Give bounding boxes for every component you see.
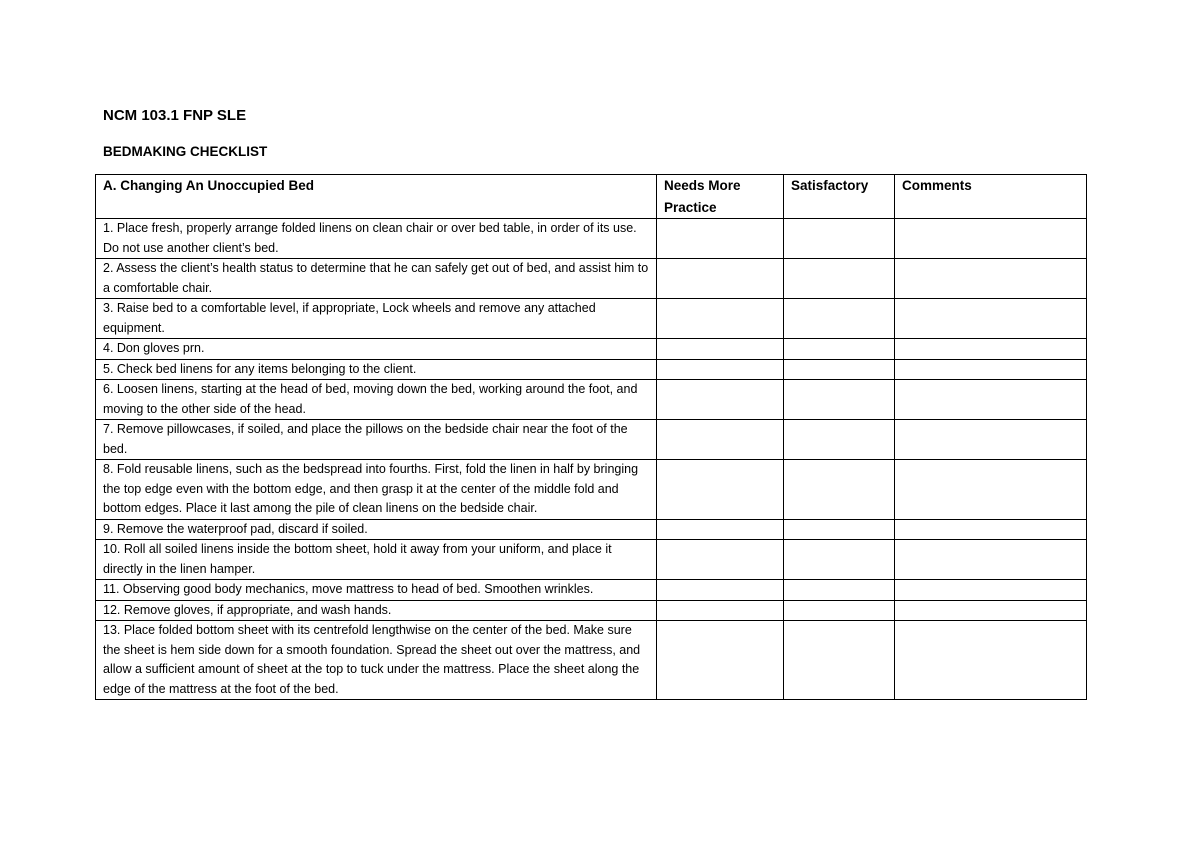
table-row [96, 299, 1087, 339]
step-text: 10. Roll all soiled linens inside the bottom sheet, hold it away from your uniform, and place it directly in the linen hamper. [96, 540, 657, 580]
needs-more-practice-cell[interactable] [657, 380, 784, 420]
table-row [96, 339, 1087, 360]
table-row [96, 219, 1087, 259]
step-text: 5. Check bed linens for any items belonging to the client. [96, 359, 657, 380]
header-step: A. Changing An Unoccupied Bed [96, 175, 657, 219]
needs-more-practice-cell[interactable] [657, 540, 784, 580]
comments-cell[interactable] [895, 219, 1087, 259]
step-text: 3. Raise bed to a comfortable level, if appropriate, Lock wheels and remove any attached equipment. [96, 299, 657, 339]
checklist-table [95, 174, 1087, 700]
satisfactory-cell[interactable] [784, 420, 895, 460]
satisfactory-cell[interactable] [784, 460, 895, 520]
needs-more-practice-cell[interactable] [657, 359, 784, 380]
checklist-title: BEDMAKING CHECKLIST [103, 144, 268, 159]
step-text: 13. Place folded bottom sheet with its centrefold lengthwise on the center of the bed. Make sure the sheet is hem side down for a smooth foundation. Spread the sheet out over the mattress, and allow a sufficient amount of sheet at the top to tuck under the mattress. Place the sheet along the edge of the mattress at the foot of the bed. [96, 621, 657, 700]
step-text: 6. Loosen linens, starting at the head of bed, moving down the bed, working around the foot, and moving to the other side of the head. [96, 380, 657, 420]
satisfactory-cell[interactable] [784, 299, 895, 339]
satisfactory-cell[interactable] [784, 259, 895, 299]
comments-cell[interactable] [895, 600, 1087, 621]
table-row [96, 380, 1087, 420]
needs-more-practice-cell[interactable] [657, 621, 784, 700]
comments-cell[interactable] [895, 519, 1087, 540]
step-text: 4. Don gloves prn. [96, 339, 657, 360]
satisfactory-cell[interactable] [784, 540, 895, 580]
needs-more-practice-cell[interactable] [657, 259, 784, 299]
comments-cell[interactable] [895, 380, 1087, 420]
comments-cell[interactable] [895, 460, 1087, 520]
comments-cell[interactable] [895, 339, 1087, 360]
satisfactory-cell[interactable] [784, 219, 895, 259]
comments-cell[interactable] [895, 540, 1087, 580]
needs-more-practice-cell[interactable] [657, 600, 784, 621]
needs-more-practice-cell[interactable] [657, 580, 784, 601]
comments-cell[interactable] [895, 299, 1087, 339]
table-row [96, 580, 1087, 601]
needs-more-practice-cell[interactable] [657, 519, 784, 540]
header-satisfactory: Satisfactory [784, 175, 895, 219]
step-text: 1. Place fresh, properly arrange folded linens on clean chair or over bed table, in order of its use. Do not use another client’s bed. [96, 219, 657, 259]
table-row [96, 359, 1087, 380]
satisfactory-cell[interactable] [784, 580, 895, 601]
header-needs-more-practice: Needs More Practice [657, 175, 784, 219]
comments-cell[interactable] [895, 420, 1087, 460]
table-row [96, 460, 1087, 520]
needs-more-practice-cell[interactable] [657, 339, 784, 360]
table-row [96, 259, 1087, 299]
table-header-row [96, 175, 1087, 219]
table-row [96, 621, 1087, 700]
satisfactory-cell[interactable] [784, 359, 895, 380]
needs-more-practice-cell[interactable] [657, 219, 784, 259]
header-comments: Comments [895, 175, 1087, 219]
needs-more-practice-cell[interactable] [657, 299, 784, 339]
step-text: 12. Remove gloves, if appropriate, and wash hands. [96, 600, 657, 621]
satisfactory-cell[interactable] [784, 380, 895, 420]
satisfactory-cell[interactable] [784, 600, 895, 621]
step-text: 9. Remove the waterproof pad, discard if soiled. [96, 519, 657, 540]
table-row [96, 519, 1087, 540]
step-text: 11. Observing good body mechanics, move mattress to head of bed. Smoothen wrinkles. [96, 580, 657, 601]
needs-more-practice-cell[interactable] [657, 460, 784, 520]
comments-cell[interactable] [895, 621, 1087, 700]
satisfactory-cell[interactable] [784, 339, 895, 360]
table-row [96, 600, 1087, 621]
satisfactory-cell[interactable] [784, 621, 895, 700]
comments-cell[interactable] [895, 580, 1087, 601]
step-text: 8. Fold reusable linens, such as the bedspread into fourths. First, fold the linen in half by bringing the top edge even with the bottom edge, and then grasp it at the center of the middle fold and bottom edges. Place it last among the pile of clean linens on the bedside chair. [96, 460, 657, 520]
satisfactory-cell[interactable] [784, 519, 895, 540]
comments-cell[interactable] [895, 259, 1087, 299]
step-text: 2. Assess the client’s health status to determine that he can safely get out of bed, and assist him to a comfortable chair. [96, 259, 657, 299]
needs-more-practice-cell[interactable] [657, 420, 784, 460]
comments-cell[interactable] [895, 359, 1087, 380]
step-text: 7. Remove pillowcases, if soiled, and place the pillows on the bedside chair near the foot of the bed. [96, 420, 657, 460]
document-title: NCM 103.1 FNP SLE [103, 107, 247, 124]
table-row [96, 540, 1087, 580]
table-row [96, 420, 1087, 460]
